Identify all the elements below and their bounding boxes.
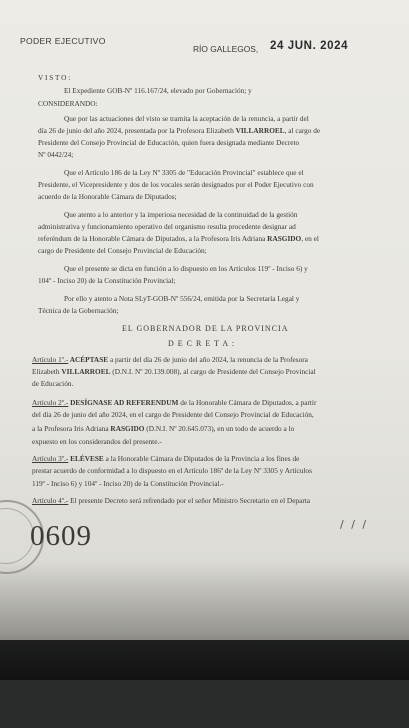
- considerando-p1-line1: Que por las actuaciones del visto se tramita la aceptación de la renuncia, a partir del: [64, 114, 309, 123]
- considerando-p3-line1: Que atento a lo anterior y la imperiosa necesidad de la continuidad de la gestión: [64, 210, 298, 219]
- article-2-line3: a la Profesora Iris Adriana RASGIDO (D.N.I. Nº 20.645.073), en un todo de acuerdo a lo: [32, 424, 295, 433]
- article-4-line1: Artículo 4º.- El presente Decreto será refrendado por el señor Ministro Secretario en el Departa: [32, 496, 311, 505]
- decreta-heading: D E C R E T A :: [168, 339, 235, 348]
- office-header: PODER EJECUTIVO: [20, 36, 106, 46]
- considerando-p1-line3: Presidente del Consejo Provincial de Educación, quien fuera designada mediante Decreto: [38, 138, 300, 147]
- considerando-title: CONSIDERANDO:: [38, 99, 98, 108]
- considerando-p1-line4: Nº 0442/24;: [38, 150, 74, 159]
- considerando-p2-line2: Presidente, el Vicepresidente y dos de los vocales serán designados por el Poder Ejecutivo con: [38, 180, 314, 189]
- article-2-line2: del día 26 de junio del año 2024, en el cargo de Presidente del Consejo Provincial de Educación,: [32, 410, 314, 419]
- article-3-line1: Artículo 3º.- ELÉVESE a la Honorable Cámara de Diputados de la Provincia a los fines de: [32, 454, 300, 463]
- considerando-p5-line1: Por ello y atento a Nota SLyT-GOB-Nº 556/24, emitida por la Secretaría Legal y: [64, 294, 300, 303]
- considerando-p3-line2: administrativa y funcionamiento operativo del organismo resulta procedente designar ad: [38, 222, 296, 231]
- considerando-p3-line3: referéndum de la Honorable Cámara de Diputados, a la Profesora Iris Adriana RASGIDO, en el: [38, 234, 319, 243]
- article-3-line2: prestar acuerdo de conformidad a lo dispuesto en el Artículo 186º de la Ley Nº 3305 y Artículos: [32, 466, 312, 475]
- article-1-line1: Artículo 1º.- ACÉPTASE a partir del día 26 de junio del año 2024, la renuncia de la Profesora: [32, 355, 308, 364]
- page-shadow: [0, 560, 409, 680]
- margin-mark: / / /: [340, 518, 369, 531]
- considerando-p5-line2: Técnica de la Gobernación;: [38, 306, 119, 315]
- considerando-p2-line1: Que el Artículo 186 de la Ley Nº 3305 de "Educación Provincial" establece que el: [64, 168, 304, 177]
- article-1-line3: de Educación.: [32, 379, 74, 388]
- article-3-line3: 119º - Inciso 6) y 104º - Inciso 20) de la Constitución Provincial.-: [32, 479, 224, 488]
- considerando-p4-line2: 104º - Inciso 20) de la Constitución Provincial;: [38, 276, 176, 285]
- date-stamp: 24 JUN. 2024: [270, 40, 349, 52]
- governor-heading: EL GOBERNADOR DE LA PROVINCIA: [122, 324, 289, 333]
- considerando-p3-line4: cargo de Presidente del Consejo Provincial de Educación;: [38, 246, 207, 255]
- article-2-line1: Artículo 2º.- DESÍGNASE AD REFERENDUM de la Honorable Cámara de Diputados, a partir: [32, 398, 317, 407]
- considerando-p1-line2: día 26 de junio del año 2024, presentada por la Profesora Elizabeth VILLARROEL, al cargo de: [38, 126, 321, 135]
- visto-text: El Expediente GOB-Nº 116.167/24, elevado por Gobernación; y: [64, 86, 252, 95]
- decree-number: 0609: [30, 520, 92, 552]
- article-2-line4: expuesto en los considerandos del presente.-: [32, 437, 162, 446]
- considerando-p2-line3: acuerdo de la Honorable Cámara de Diputados;: [38, 192, 177, 201]
- place-label: RÍO GALLEGOS,: [193, 44, 259, 54]
- visto-title: V I S T O :: [38, 73, 71, 82]
- article-1-line2: Elizabeth VILLARROEL (D.N.I. Nº 20.139.008), al cargo de Presidente del Consejo Provincial: [32, 367, 316, 376]
- considerando-p4-line1: Que el presente se dicta en función a lo dispuesto en los Artículos 119º - Inciso 6) y: [64, 264, 308, 273]
